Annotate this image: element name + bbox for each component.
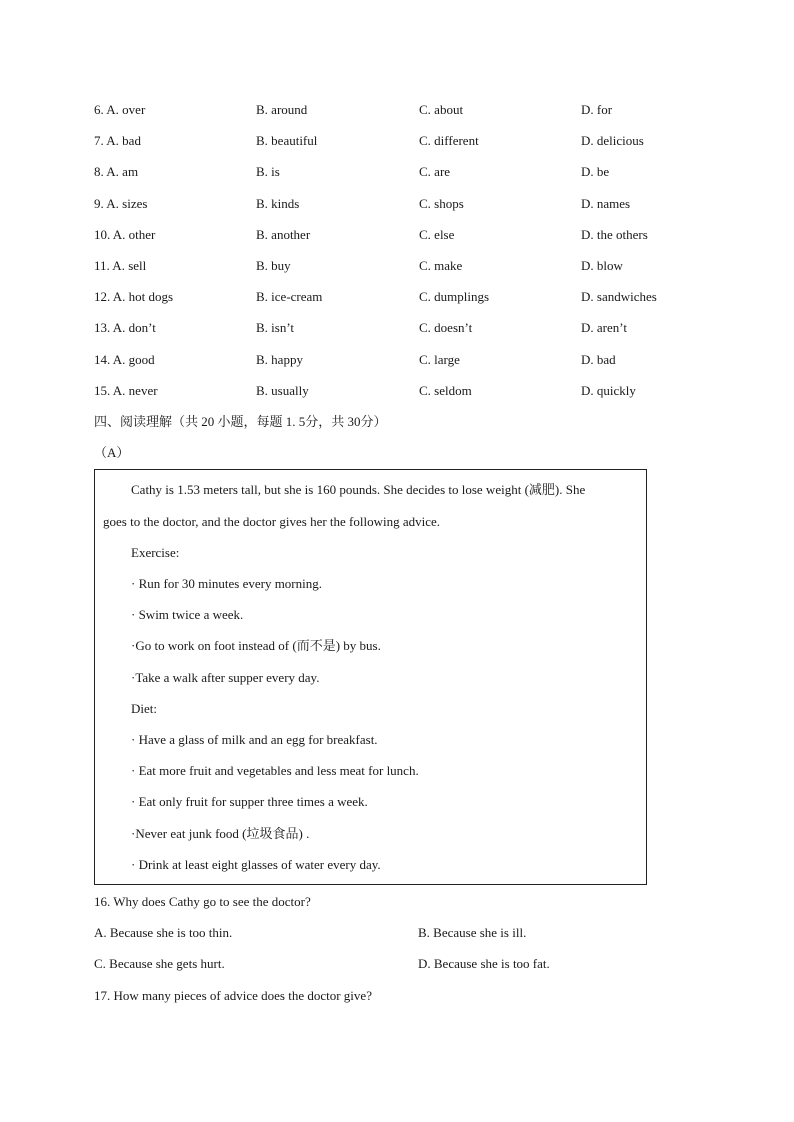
option-b: B. ice-cream <box>256 289 323 304</box>
section-heading: 四、阅读理解（共 20 小题，每题 1. 5分，共 30分） <box>94 414 387 429</box>
option-b: B. usually <box>256 383 309 398</box>
exercise-label: Exercise: <box>131 545 180 560</box>
option-d: D. bad <box>581 352 616 367</box>
q16-options-row-2 <box>94 954 550 974</box>
option-d: D. aren’t <box>581 320 627 335</box>
diet-item: · Eat only fruit for supper three times a week. <box>131 794 368 809</box>
option-c: C. shops <box>419 196 464 211</box>
option-d: D. sandwiches <box>581 289 657 304</box>
exercise-item: · Swim twice a week. <box>131 607 244 622</box>
option-d: D. delicious <box>581 133 644 148</box>
option-c: C. else <box>419 227 455 242</box>
option-d: D. quickly <box>581 383 636 398</box>
exercise-item: · Run for 30 minutes every morning. <box>131 576 322 591</box>
option-b: B. happy <box>256 352 303 367</box>
option-a: 9. A. sizes <box>94 196 148 211</box>
option-c: C. doesn’t <box>419 320 473 335</box>
option-b: B. another <box>256 227 311 242</box>
option-a: 7. A. bad <box>94 133 141 148</box>
option-a: 15. A. never <box>94 383 158 398</box>
question-16: 16. Why does Cathy go to see the doctor? <box>94 894 311 909</box>
q16-option-b: B. Because she is ill. <box>418 925 527 940</box>
option-b: B. around <box>256 102 308 117</box>
passage-intro-line1: Cathy is 1.53 meters tall, but she is 160 pounds. She decides to lose weight (减肥). She <box>131 482 586 497</box>
option-a: 6. A. over <box>94 102 146 117</box>
option-b: B. beautiful <box>256 133 318 148</box>
option-a: 11. A. sell <box>94 258 147 273</box>
q16-option-d: D. Because she is too fat. <box>418 956 550 971</box>
q16-option-c: C. Because she gets hurt. <box>94 956 225 971</box>
option-d: D. blow <box>581 258 623 273</box>
passage-intro-line2: goes to the doctor, and the doctor gives her the following advice. <box>103 514 441 529</box>
option-b: B. is <box>256 164 280 179</box>
option-c: C. large <box>419 352 460 367</box>
diet-label: Diet: <box>131 701 157 716</box>
option-c: C. different <box>419 133 479 148</box>
option-c: C. dumplings <box>419 289 490 304</box>
option-a: 13. A. don’t <box>94 320 156 335</box>
option-c: C. seldom <box>419 383 472 398</box>
option-a: 10. A. other <box>94 227 156 242</box>
option-b: B. kinds <box>256 196 300 211</box>
option-d: D. names <box>581 196 631 211</box>
diet-item: ·Never eat junk food (垃圾食品) . <box>131 826 310 841</box>
question-17: 17. How many pieces of advice does the doctor give? <box>94 988 372 1003</box>
option-a: 12. A. hot dogs <box>94 289 174 304</box>
q16-options-row-1 <box>94 923 527 943</box>
option-d: D. the others <box>581 227 648 242</box>
diet-item: · Drink at least eight glasses of water every day. <box>131 857 381 872</box>
option-c: C. are <box>419 164 451 179</box>
option-a: 8. A. am <box>94 164 139 179</box>
option-a: 14. A. good <box>94 352 155 367</box>
option-b: B. isn’t <box>256 320 295 335</box>
exercise-item: ·Go to work on foot instead of (而不是) by bus. <box>131 638 381 653</box>
option-b: B. buy <box>256 258 291 273</box>
option-d: D. be <box>581 164 610 179</box>
q16-option-a: A. Because she is too thin. <box>94 925 233 940</box>
part-label: （A） <box>94 445 130 460</box>
option-d: D. for <box>581 102 613 117</box>
option-c: C. make <box>419 258 463 273</box>
diet-item: · Eat more fruit and vegetables and less meat for lunch. <box>131 763 419 778</box>
diet-item: · Have a glass of milk and an egg for breakfast. <box>131 732 378 747</box>
option-c: C. about <box>419 102 464 117</box>
exercise-item: ·Take a walk after supper every day. <box>131 670 320 685</box>
